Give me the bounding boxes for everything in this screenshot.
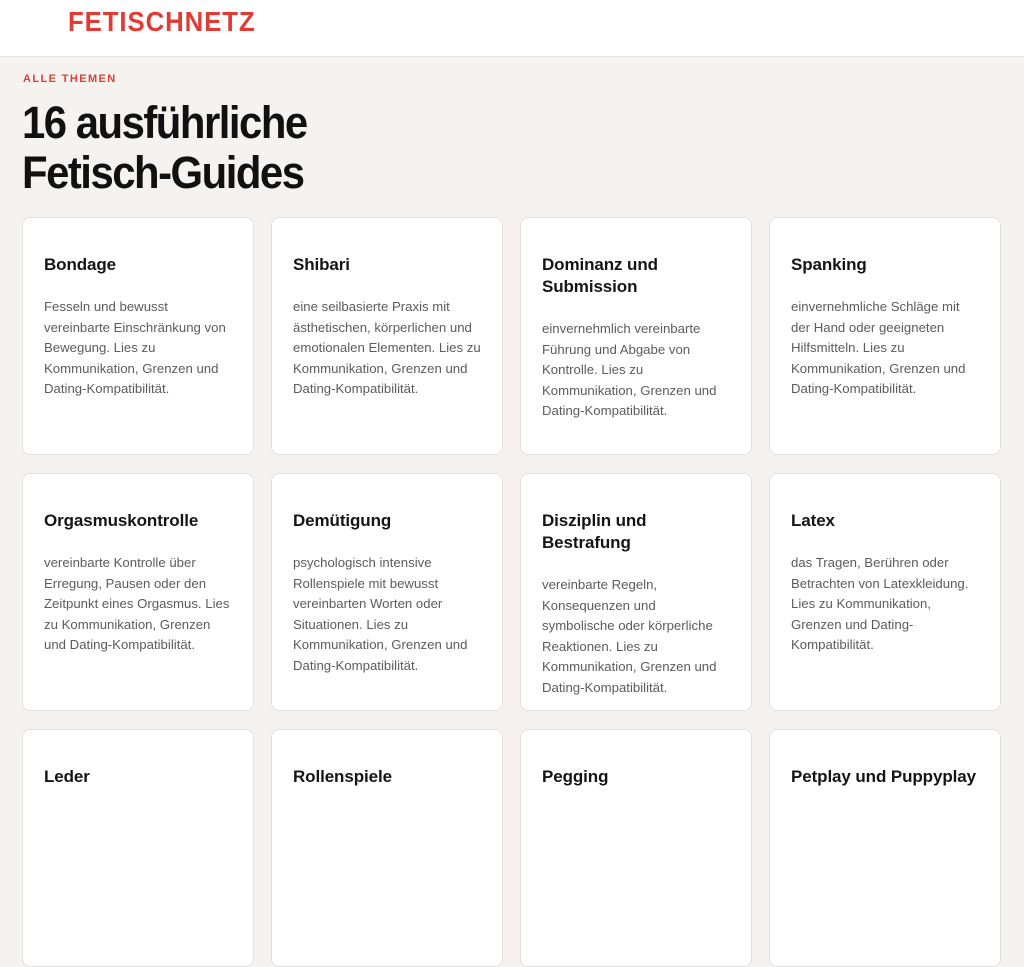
guide-grid	[22, 217, 1000, 967]
guide-card-description: das Tragen, Berühren oder Betrachten von Latexkleidung. Lies zu Kommunikation, Grenzen und Dating-Kompatibilität.	[791, 555, 969, 652]
guide-card-title: Rollenspiele	[293, 767, 392, 786]
guide-card-title: Petplay und Puppyplay	[791, 767, 976, 786]
guide-card-description: vereinbarte Kontrolle über Erregung, Pausen oder den Zeitpunkt eines Orgasmus. Lies zu Kommunikation, Grenzen und Dating-Kompatibilität.	[44, 555, 230, 652]
guide-card-title: Shibari	[293, 255, 350, 274]
guide-card-title: Disziplin und Bestrafung	[542, 511, 647, 552]
guide-card-description: einvernehmliche Schläge mit der Hand oder geeigneten Hilfsmitteln. Lies zu Kommunikation, Grenzen und Dating-Kompatibilität.	[791, 299, 966, 396]
guide-card-disziplin-und-bestrafung[interactable]	[520, 473, 752, 711]
guide-card-description: eine seilbasierte Praxis mit ästhetischen, körperlichen und emotionalen Elementen. Lies zu Kommunikation, Grenzen und Dating-Kompatibilität.	[293, 299, 481, 396]
guide-card-shibari[interactable]	[271, 217, 503, 455]
guide-card-description: einvernehmlich vereinbarte Führung und Abgabe von Kontrolle. Lies zu Kommunikation, Grenzen und Dating-Kompatibilität.	[542, 321, 717, 418]
guide-card-title: Spanking	[791, 255, 867, 274]
guide-card-title: Bondage	[44, 255, 117, 274]
guide-card-description: psychologisch intensive Rollenspiele mit bewusst vereinbarten Worten oder Situationen. Lies zu Kommunikation, Grenzen und Dating-Kompatibilität.	[293, 555, 468, 673]
guide-card-title: Leder	[44, 767, 90, 786]
guide-card-dominanz-und-submission[interactable]	[520, 217, 752, 455]
guide-card-title: Dominanz und Submission	[542, 255, 658, 296]
guide-card-petplay-und-puppyplay[interactable]	[769, 729, 1001, 967]
guide-card-description: Fesseln und bewusst vereinbarte Einschränkung von Bewegung. Lies zu Kommunikation, Grenzen und Dating-Kompatibilität.	[44, 299, 226, 396]
guide-card-bondage[interactable]	[22, 217, 254, 455]
guide-card-latex[interactable]	[769, 473, 1001, 711]
site-logo[interactable]: FETISCHNETZ	[68, 6, 256, 37]
guide-card-title: Demütigung	[293, 511, 392, 530]
site-header	[0, 0, 1024, 57]
guide-card-rollenspiele[interactable]	[271, 729, 503, 967]
guide-card-leder[interactable]	[22, 729, 254, 967]
page-title	[22, 98, 506, 198]
page-title-line-1: 16 ausführliche	[22, 97, 307, 148]
guide-card-title: Orgasmuskontrolle	[44, 511, 199, 530]
page-title-line-2: Fetisch-Guides	[22, 147, 304, 198]
guide-card-title: Latex	[791, 511, 835, 530]
guide-card-description: vereinbarte Regeln, Konsequenzen und symbolische oder körperliche Reaktionen. Lies zu Kommunikation, Grenzen und Dating-Kompatibilität.	[542, 577, 717, 695]
section-eyebrow: ALLE THEMEN	[23, 73, 117, 85]
guide-card-orgasmuskontrolle[interactable]	[22, 473, 254, 711]
guide-card-demuetigung[interactable]	[271, 473, 503, 711]
guide-card-title: Pegging	[542, 767, 609, 786]
guide-card-spanking[interactable]	[769, 217, 1001, 455]
guide-card-pegging[interactable]	[520, 729, 752, 967]
